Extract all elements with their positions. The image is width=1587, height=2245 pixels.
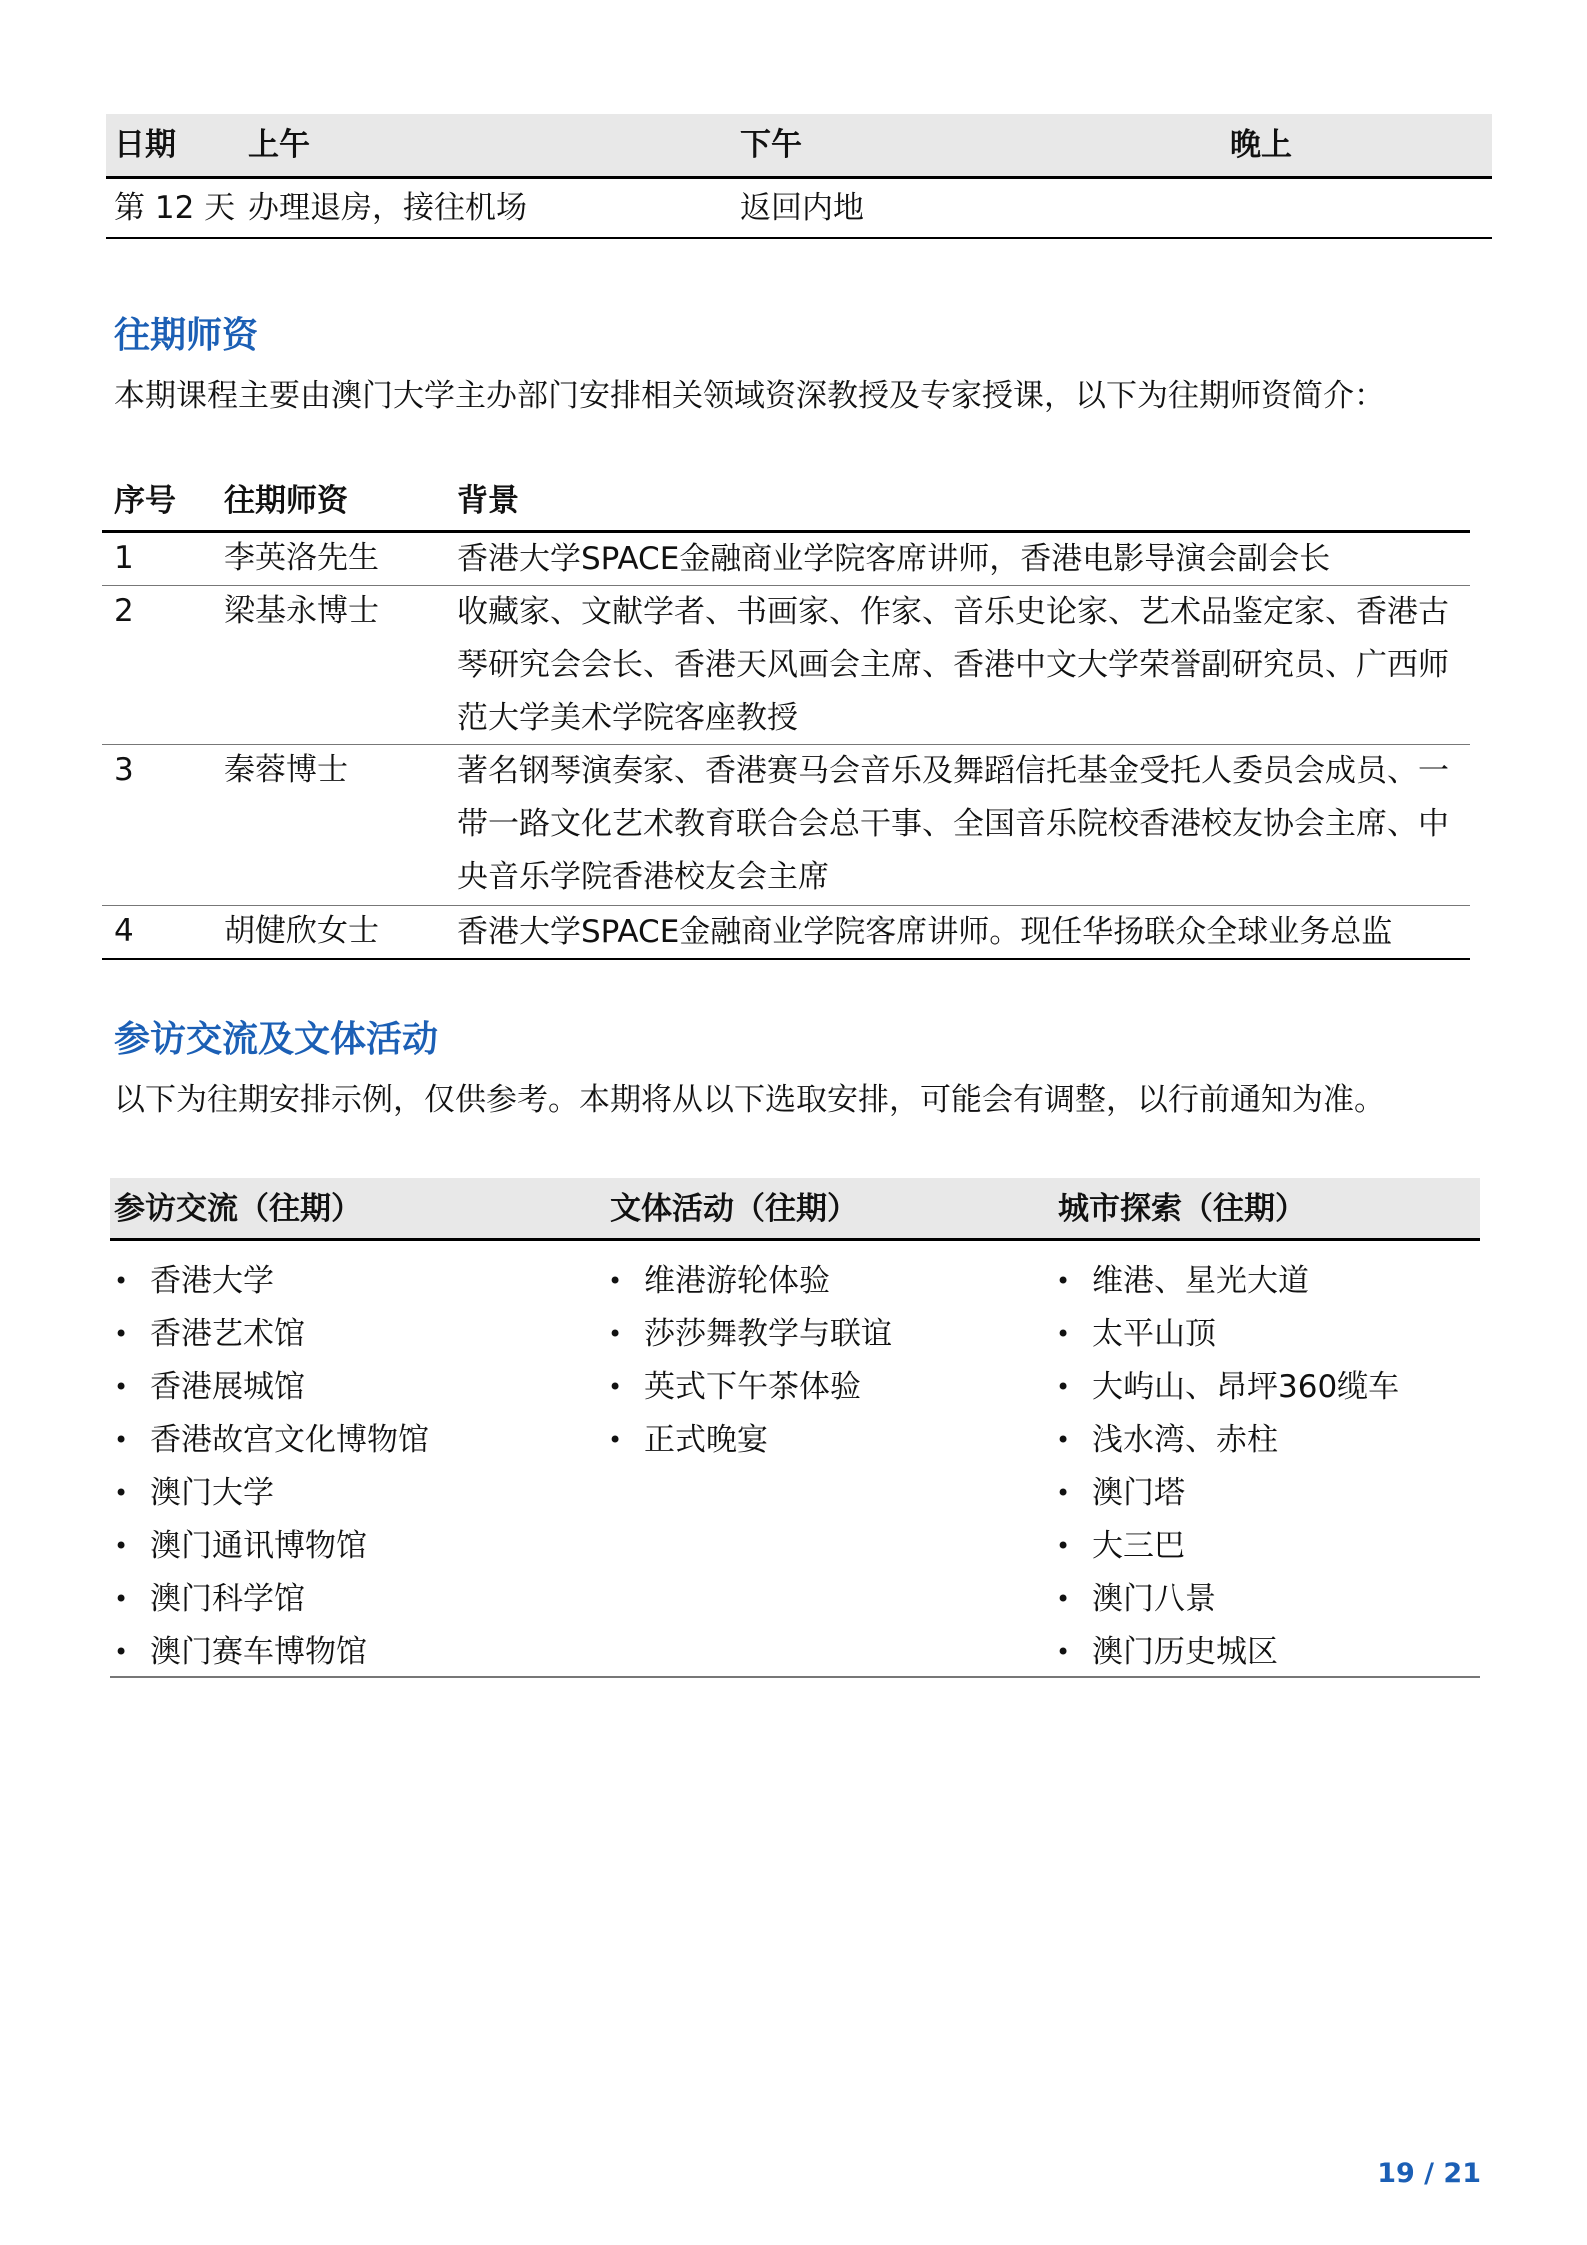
list-item bbox=[110, 1414, 429, 1467]
list-item bbox=[1052, 1255, 1399, 1308]
bullet-icon: • bbox=[608, 1426, 623, 1454]
bullet-icon: • bbox=[1056, 1267, 1071, 1295]
list-item bbox=[1052, 1308, 1399, 1361]
list-item-text: 香港展城馆 bbox=[150, 1369, 305, 1405]
list-item bbox=[604, 1255, 892, 1308]
table-row bbox=[102, 745, 1470, 906]
city-list bbox=[1052, 1255, 1399, 1679]
faculty-background: 香港大学SPACE金融商业学院客席讲师。现任华扬联众全球业务总监 bbox=[457, 914, 1393, 950]
bullet-icon: • bbox=[114, 1267, 129, 1295]
faculty-name: 胡健欣女士 bbox=[224, 913, 379, 949]
header-evening: 晚上 bbox=[1230, 127, 1292, 163]
bullet-icon: • bbox=[608, 1320, 623, 1348]
faculty-name: 李英洛先生 bbox=[224, 540, 379, 576]
bullet-icon: • bbox=[1056, 1426, 1071, 1454]
faculty-background: 香港大学SPACE金融商业学院客席讲师，香港电影导演会副会长 bbox=[457, 541, 1331, 577]
header-date: 日期 bbox=[114, 127, 176, 163]
list-item-text: 澳门八景 bbox=[1092, 1581, 1216, 1617]
bullet-icon: • bbox=[1056, 1585, 1071, 1613]
list-item bbox=[1052, 1414, 1399, 1467]
faculty-background: 著名钢琴演奏家、香港赛马会音乐及舞蹈信托基金受托人委员会成员、一带一路文化艺术教育联合会总干事、全国音乐院校香港校友协会主席、中央音乐学院香港校友会主席 bbox=[457, 753, 1449, 895]
schedule-table bbox=[106, 114, 1492, 239]
faculty-section-title: 往期师资 bbox=[114, 315, 259, 356]
header-name: 往期师资 bbox=[224, 483, 348, 519]
list-item bbox=[604, 1308, 892, 1361]
bullet-icon: • bbox=[1056, 1532, 1071, 1560]
schedule-header-row bbox=[106, 114, 1492, 179]
list-item-text: 香港大学 bbox=[150, 1263, 274, 1299]
list-item bbox=[1052, 1467, 1399, 1520]
list-item bbox=[110, 1467, 429, 1520]
bullet-icon: • bbox=[1056, 1638, 1071, 1666]
list-item-text: 澳门大学 bbox=[150, 1475, 274, 1511]
list-item bbox=[604, 1414, 892, 1467]
activity-table bbox=[110, 1178, 1480, 1678]
header-visits: 参访交流（往期） bbox=[114, 1191, 362, 1227]
list-item bbox=[1052, 1361, 1399, 1414]
header-no: 序号 bbox=[114, 483, 176, 519]
table-row bbox=[106, 179, 1492, 239]
row-afternoon: 返回内地 bbox=[740, 190, 864, 226]
list-item bbox=[110, 1255, 429, 1308]
header-culture: 文体活动（往期） bbox=[610, 1191, 858, 1227]
bullet-icon: • bbox=[114, 1320, 129, 1348]
bullet-icon: • bbox=[114, 1532, 129, 1560]
bullet-icon: • bbox=[608, 1373, 623, 1401]
bullet-icon: • bbox=[1056, 1373, 1071, 1401]
bullet-icon: • bbox=[1056, 1320, 1071, 1348]
faculty-table bbox=[102, 470, 1470, 960]
header-morning: 上午 bbox=[248, 127, 310, 163]
faculty-header-row bbox=[102, 470, 1470, 533]
list-item-text: 英式下午茶体验 bbox=[644, 1369, 861, 1405]
header-background: 背景 bbox=[457, 483, 519, 519]
list-item-text: 香港故宫文化博物馆 bbox=[150, 1422, 429, 1458]
list-item bbox=[110, 1626, 429, 1679]
bullet-icon: • bbox=[114, 1426, 129, 1454]
bullet-icon: • bbox=[114, 1373, 129, 1401]
faculty-name: 秦蓉博士 bbox=[224, 752, 348, 788]
faculty-name: 梁基永博士 bbox=[224, 593, 379, 629]
list-item bbox=[110, 1308, 429, 1361]
list-item-text: 维港游轮体验 bbox=[644, 1263, 830, 1299]
bullet-icon: • bbox=[1056, 1479, 1071, 1507]
faculty-no: 4 bbox=[114, 913, 134, 949]
faculty-no: 3 bbox=[114, 752, 134, 788]
row-date: 第 12 天 bbox=[114, 190, 236, 226]
faculty-no: 2 bbox=[114, 593, 134, 629]
header-city: 城市探索（往期） bbox=[1058, 1191, 1306, 1227]
list-item bbox=[1052, 1520, 1399, 1573]
header-afternoon: 下午 bbox=[740, 127, 802, 163]
culture-list bbox=[604, 1255, 892, 1467]
list-item-text: 澳门通讯博物馆 bbox=[150, 1528, 367, 1564]
list-item bbox=[1052, 1626, 1399, 1679]
bullet-icon: • bbox=[114, 1479, 129, 1507]
table-row bbox=[102, 586, 1470, 745]
faculty-background: 收藏家、文献学者、书画家、作家、音乐史论家、艺术品鉴定家、香港古琴研究会会长、香港天风画会主席、香港中文大学荣誉副研究员、广西师范大学美术学院客座教授 bbox=[457, 594, 1449, 736]
list-item bbox=[110, 1573, 429, 1626]
list-item-text: 香港艺术馆 bbox=[150, 1316, 305, 1352]
table-row bbox=[102, 906, 1470, 960]
list-item bbox=[110, 1520, 429, 1573]
list-item bbox=[604, 1361, 892, 1414]
activity-section-title: 参访交流及文体活动 bbox=[114, 1019, 439, 1060]
list-item-text: 太平山顶 bbox=[1092, 1316, 1216, 1352]
activity-intro: 以下为往期安排示例，仅供参考。本期将从以下选取安排，可能会有调整，以行前通知为准。 bbox=[114, 1082, 1385, 1118]
faculty-no: 1 bbox=[114, 540, 134, 576]
list-item-text: 澳门赛车博物馆 bbox=[150, 1634, 367, 1670]
table-row bbox=[102, 533, 1470, 586]
visits-list bbox=[110, 1255, 429, 1679]
list-item-text: 大屿山、昂坪360缆车 bbox=[1092, 1369, 1400, 1405]
list-item-text: 莎莎舞教学与联谊 bbox=[644, 1316, 892, 1352]
bullet-icon: • bbox=[114, 1585, 129, 1613]
list-item-text: 正式晚宴 bbox=[644, 1422, 768, 1458]
list-item-text: 澳门科学馆 bbox=[150, 1581, 305, 1617]
list-item-text: 澳门塔 bbox=[1092, 1475, 1185, 1511]
list-item-text: 维港、星光大道 bbox=[1092, 1263, 1309, 1299]
activity-body bbox=[110, 1241, 1480, 1678]
list-item-text: 大三巴 bbox=[1092, 1528, 1185, 1564]
list-item-text: 浅水湾、赤柱 bbox=[1092, 1422, 1278, 1458]
bullet-icon: • bbox=[114, 1638, 129, 1666]
bullet-icon: • bbox=[608, 1267, 623, 1295]
activity-header-row bbox=[110, 1178, 1480, 1241]
list-item bbox=[1052, 1573, 1399, 1626]
row-morning: 办理退房，接往机场 bbox=[248, 190, 527, 226]
page-number: 19 / 21 bbox=[1377, 2158, 1481, 2189]
faculty-intro: 本期课程主要由澳门大学主办部门安排相关领域资深教授及专家授课，以下为往期师资简介： bbox=[114, 378, 1385, 414]
list-item-text: 澳门历史城区 bbox=[1092, 1634, 1278, 1670]
list-item bbox=[110, 1361, 429, 1414]
